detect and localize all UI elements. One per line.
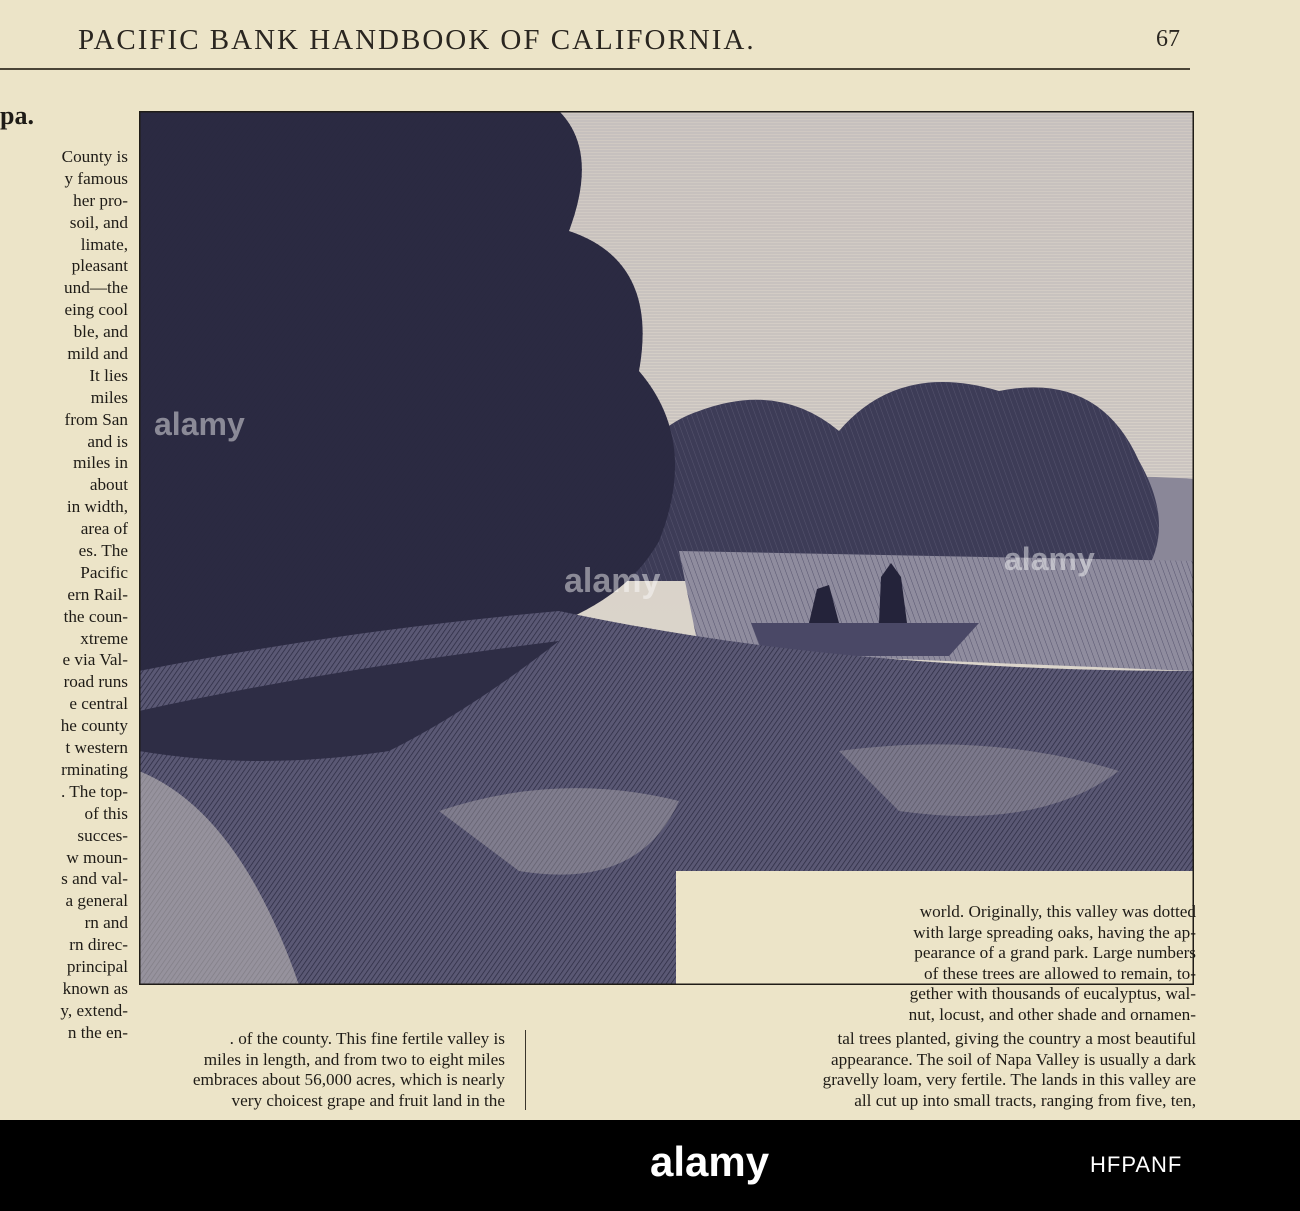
text-line: n the en- — [67, 1022, 128, 1042]
text-line: y, extend- — [60, 1000, 128, 1020]
text-line: ern Rail- — [67, 584, 128, 604]
text-line: in width, — [66, 497, 128, 517]
text-line: area of — [80, 519, 128, 539]
text-line: e central — [69, 694, 128, 714]
text-line: eing cool — [64, 300, 128, 320]
text-line: t western — [65, 738, 128, 758]
left-text-column — [0, 146, 128, 1044]
bottom-right-text — [548, 1029, 1196, 1111]
page-header — [0, 24, 1300, 60]
text-line: y famous — [64, 168, 128, 188]
text-line: pearance of a grand park. Large numbers — [914, 943, 1196, 963]
bottom-left-text — [0, 1029, 505, 1111]
alamy-logo-icon — [648, 1140, 828, 1186]
text-line: nut, locust, and other shade and ornamen- — [908, 1004, 1196, 1024]
svg-text:alamy: alamy — [564, 562, 661, 600]
text-line: rn and — [84, 913, 128, 933]
text-line: about — [89, 475, 128, 495]
right-text-block — [676, 902, 1196, 1026]
text-line: very choicest grape and fruit land in the — [231, 1090, 505, 1110]
text-line: a general — [65, 891, 128, 911]
svg-text:alamy: alamy — [650, 1140, 770, 1185]
text-line: and is — [87, 431, 128, 451]
text-line: tal trees planted, giving the country a most beautiful — [837, 1029, 1196, 1048]
text-line: of these trees are allowed to remain, to- — [923, 963, 1196, 983]
image-id: HFPANF — [1090, 1152, 1183, 1177]
text-line: soil, and — [69, 212, 128, 232]
page-number: 67 — [1156, 26, 1180, 52]
text-line: her pro- — [73, 190, 128, 210]
text-line: world. Originally, this valley was dotted — [919, 902, 1196, 921]
watermark-logo-icon — [1000, 540, 1160, 578]
text-line: rminating — [61, 759, 128, 779]
text-line: miles in length, and from two to eight miles — [203, 1049, 505, 1069]
running-head: PACIFIC BANK HANDBOOK OF CALIFORNIA. — [78, 24, 756, 56]
text-line: road runs — [63, 672, 128, 692]
watermark-logo-icon — [150, 405, 310, 443]
text-line: s and val- — [61, 869, 128, 889]
text-line: miles — [90, 387, 128, 407]
text-line: of this — [84, 803, 128, 823]
text-line: limate, — [80, 234, 128, 254]
text-line: pleasant — [71, 256, 128, 276]
text-line: with large spreading oaks, having the ap- — [913, 922, 1196, 942]
text-line: all cut up into small tracts, ranging from five, ten, — [854, 1090, 1196, 1110]
text-line: miles in — [73, 453, 128, 473]
text-line: und—the — [64, 278, 128, 298]
header-rule — [0, 68, 1190, 70]
text-line: the coun- — [63, 606, 128, 626]
text-line: he county — [60, 716, 128, 736]
text-line: gravelly loam, very fertile. The lands in this valley are — [822, 1070, 1196, 1090]
svg-text:alamy: alamy — [1004, 541, 1095, 577]
text-line: County is — [61, 147, 128, 166]
text-line: . The top- — [61, 781, 128, 801]
text-line: It lies — [89, 365, 128, 385]
text-line: appearance. The soil of Napa Valley is usually a dark — [831, 1049, 1196, 1069]
text-line: mild and — [67, 344, 128, 364]
text-line: w moun- — [66, 847, 128, 867]
text-line: rn direc- — [69, 935, 128, 955]
section-heading: pa. — [0, 101, 34, 130]
svg-text:alamy: alamy — [154, 406, 245, 442]
text-line: e via Val- — [62, 650, 128, 670]
text-line: Pacific — [80, 562, 128, 582]
text-line: es. The — [78, 541, 128, 561]
text-line: ble, and — [73, 322, 128, 342]
text-line: known as — [62, 978, 128, 998]
text-line: gether with thousands of eucalyptus, wal- — [909, 984, 1196, 1004]
watermark-logo-icon — [560, 560, 740, 600]
text-line: embraces about 56,000 acres, which is nearly — [192, 1070, 505, 1090]
text-line: from San — [64, 409, 128, 429]
text-line: xtreme — [80, 628, 128, 648]
column-divider — [525, 1030, 526, 1110]
text-line: succes- — [77, 825, 128, 845]
text-line: . of the county. This fine fertile valley is — [229, 1029, 505, 1048]
text-line: principal — [66, 956, 128, 976]
